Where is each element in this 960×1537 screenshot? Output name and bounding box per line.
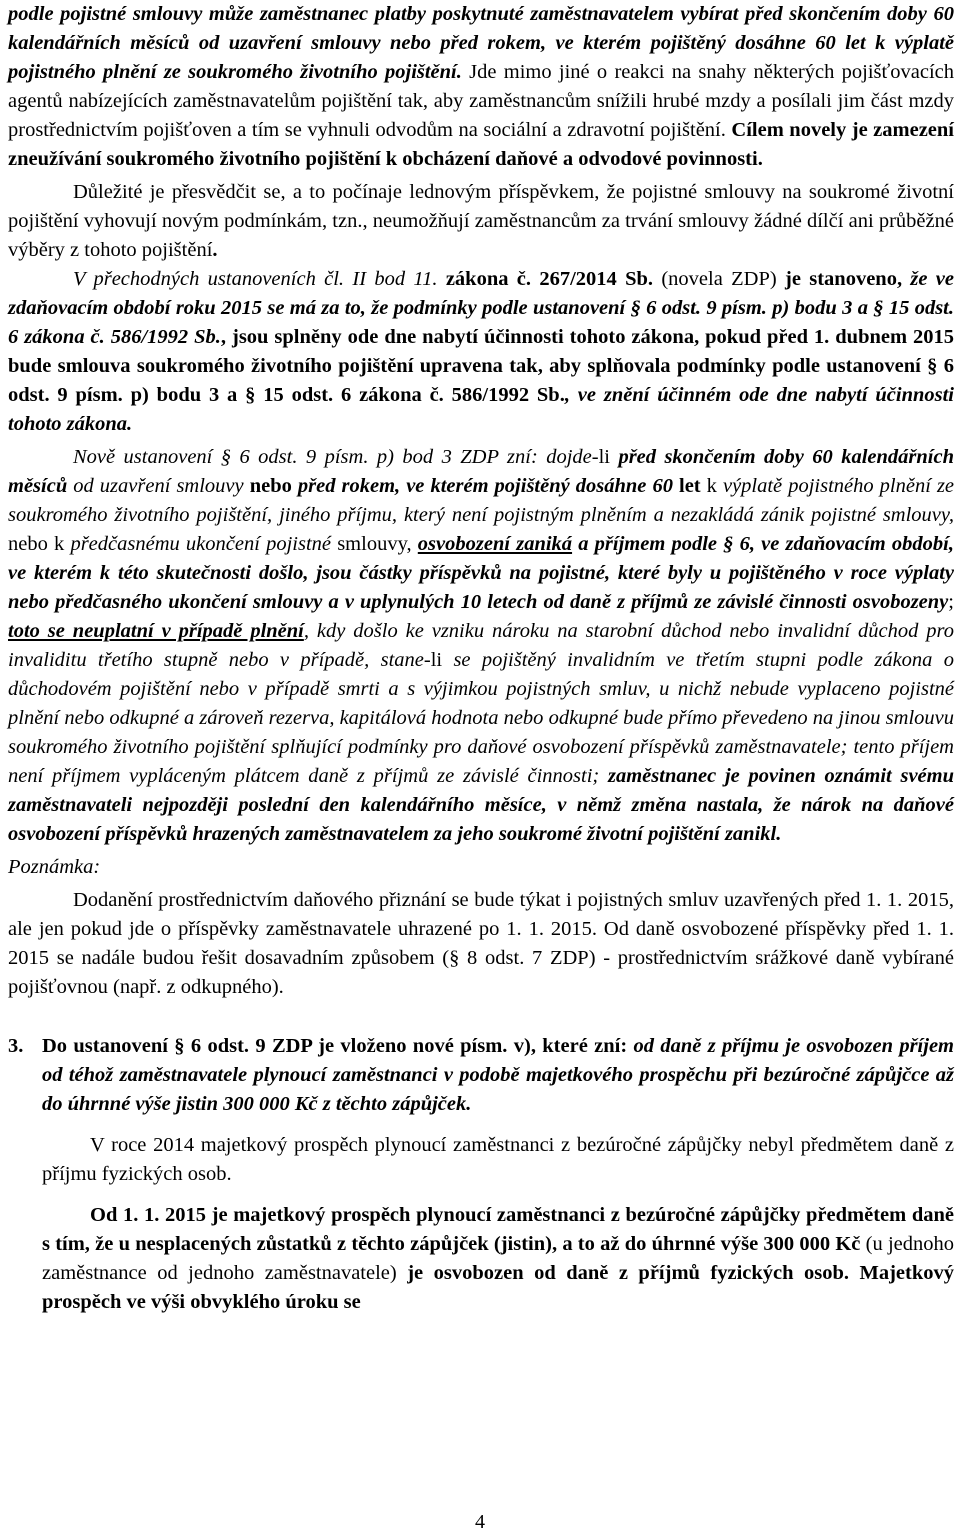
- text-run: před rokem, ve kterém pojištěný dosáhne 60: [297, 475, 679, 497]
- text-run: (novela ZDP): [653, 268, 786, 290]
- text-run: V přechodných ustanoveních čl. II bod 11.: [73, 268, 438, 290]
- text-run: Nově ustanovení § 6 odst. 9 písm. p) bod 3 ZDP zní: dojde: [73, 446, 592, 468]
- text-run: V roce 2014 majetkový prospěch plynoucí zaměstnanci z bezúročné zápůjčky nebyl předmětem daně z příjmu fyzických osob.: [42, 1134, 954, 1185]
- text-run: toto se neuplatní v případě plnění: [8, 620, 304, 642]
- text-run: osvobození zaniká: [417, 533, 573, 555]
- text-run: Jde mimo jiné o reakci na snahy některých pojišťovacích agentů nabízejících zaměstnavatelům pojištění tak, aby zaměstnancům snížili hrubé mzdy a posílali jim část mzdy prostřednictvím pojišťoven a tím se vyhnuli odvodům na sociální a zdravotní pojištění.: [8, 61, 954, 141]
- text-run: že ve zdaňovacím období roku 2015 se má za to, že podmínky podle ustanovení § 6 odst. 9 písm. p) bodu 3 a § 15 odst. 6 zákona č. 586/1992 Sb.: [8, 268, 954, 348]
- note-label: Poznámka:: [8, 856, 101, 878]
- text-run: nebo k: [8, 533, 71, 555]
- text-run: ;: [948, 591, 954, 613]
- text-run: (u jednoho zaměstnance od jednoho zaměstnavatele): [42, 1233, 955, 1284]
- text-run: před skončením doby 60 kalendářních měsíců: [8, 446, 954, 497]
- text-run: je stanoveno,: [785, 268, 911, 290]
- text-run: .: [212, 239, 218, 261]
- text-run: , kdy došlo ke vzniku nároku na starobní důchod nebo invalidní důchod pro invaliditu třetího stupně nebo v případě, stane: [8, 620, 954, 671]
- paragraph-7: [42, 1131, 954, 1189]
- text-run: , neumožňují zaměstnancům za trvání smlouvy žádné dílčí ani průběžné výběry z tohoto pojištění: [8, 210, 954, 261]
- text-run: předčasnému ukončení pojistné: [70, 533, 338, 555]
- text-run: a příjmem podle § 6, ve zdaňovacím období, ve kterém k této skutečnosti došlo, jsou částky příspěvků na pojistné, které byly u pojištěného v roce výplaty nebo předčasného ukončení smlouvy a v uplynulých 10 letech od daně z příjmů ze závislé činnosti osvobozeny: [8, 533, 954, 613]
- paragraph-4: [8, 443, 954, 849]
- page-number: 4: [475, 1511, 485, 1533]
- paragraph-2: [8, 178, 954, 265]
- paragraph-1: [8, 0, 954, 174]
- text-run: k: [700, 475, 723, 497]
- paragraph-5: [8, 886, 954, 1002]
- text-run: zákona č. 267/2014 Sb.: [437, 268, 654, 290]
- text-run: , ve znění účinném ode dne nabytí účinnosti tohoto zákona.: [8, 384, 954, 435]
- text-run: zaměstnanec je povinen oznámit svému zaměstnavateli nejpozději poslední den kalendářního měsíce, v němž změna nastala, že nárok na daňové osvobození příspěvků hrazených zaměstnavatelem za jeho soukromé životní pojištění zanikl.: [8, 765, 954, 845]
- text-run: od daně z příjmu je osvobozen příjem od téhož zaměstnavatele plynoucí zaměstnanci v podobě majetkového prospěchu při bezúročné zápůjčce až do úhrnné výše jistin 300 000 Kč z těchto zápůjček.: [42, 1035, 954, 1115]
- text-run: od uzavření smlouvy: [67, 475, 250, 497]
- text-run: let: [679, 475, 701, 497]
- text-run: Cílem novely je zamezení zneužívání soukromého životního pojištění k obcházení daňové a odvodové povinnosti.: [8, 119, 955, 170]
- text-run: -li: [423, 649, 454, 671]
- text-run: Do ustanovení § 6 odst. 9 ZDP je vloženo nové písm. v), které zní:: [42, 1035, 634, 1057]
- text-run: Od 1. 1. 2015 je majetkový prospěch plynoucí zaměstnanci z bezúročné zápůjčky předmětem daně s tím, že u nesplacených zůstatků z těchto zápůjček (jistin), a to až do úhrnné výše 300 000 Kč: [42, 1204, 954, 1255]
- paragraph-8: [42, 1201, 954, 1317]
- paragraph-6: [42, 1032, 954, 1119]
- section-3-body: [8, 1131, 954, 1317]
- document-page: [8, 0, 954, 1317]
- text-run: -li: [591, 446, 619, 468]
- text-run: , jsou splněny ode dne nabytí účinnosti tohoto zákona, pokud před 1. dubnem 2015 bude smlouva soukromého životního pojištění upravena tak, aby splňovala podmínky podle ustanovení § 6 odst. 9 písm. p) bodu 3 a § 15 odst. 6 zákona č. 586/1992 Sb.: [8, 326, 955, 406]
- text-run: výplatě pojistného plnění ze soukromého životního pojištění, jiného příjmu, který není pojistným plněním a nezakládá zánik pojistné smlouvy,: [8, 475, 955, 526]
- section-3: [8, 1032, 954, 1119]
- section-number: 3.: [8, 1035, 24, 1057]
- text-run: Dodanění prostřednictvím daňového přiznání se bude týkat i pojistných smluv uzavřených před 1. 1. 2015, ale jen pokud jde o příspěvky zaměstnavatele uhrazené po 1. 1. 2015. Od daně osvobozené příspěvky před 1. 1. 2015 se nadále budou řešit dosavadním způsobem (§ 8 odst. 7 ZDP) - prostřednictvím srážkové daně vybírané pojišťovnou (např. z odkupného).: [8, 889, 954, 998]
- text-run: Důležité je přesvědčit se, a to počínaje lednovým příspěvkem, že pojistné smlouvy na soukromé životní pojištění vyhovují novým podmínkám, tzn.: [8, 181, 954, 232]
- text-run: podle pojistné smlouvy může zaměstnanec platby poskytnuté zaměstnavatelem vybírat před skončením doby 60 kalendářních měsíců od uzavření smlouvy nebo před rokem, ve kterém pojištěný dosáhne 60 let k výplatě pojistného plnění ze soukromého životního pojištění.: [8, 3, 954, 83]
- text-run: se pojištěný invalidním ve třetím stupni podle zákona o důchodovém pojištění nebo v případě smrti a s výjimkou pojistných smluv, u nichž nebude vyplaceno pojistné plnění nebo odkupné a zároveň rezerva, kapitálová hodnota nebo odkupné bude přímo převedeno na jinou smlouvu soukromého životního pojištění splňující podmínky pro daňové osvobození příspěvků zaměstnavatele; tento příjem není příjmem vypláceným plátcem daně z příjmů ze závislé činnosti;: [8, 649, 955, 787]
- text-run: nebo: [249, 475, 298, 497]
- paragraph-3: [8, 265, 954, 439]
- text-run: smlouvy,: [337, 533, 418, 555]
- text-run: je osvobozen od daně z příjmů fyzických osob. Majetkový prospěch ve výši obvyklého úroku se: [42, 1262, 954, 1313]
